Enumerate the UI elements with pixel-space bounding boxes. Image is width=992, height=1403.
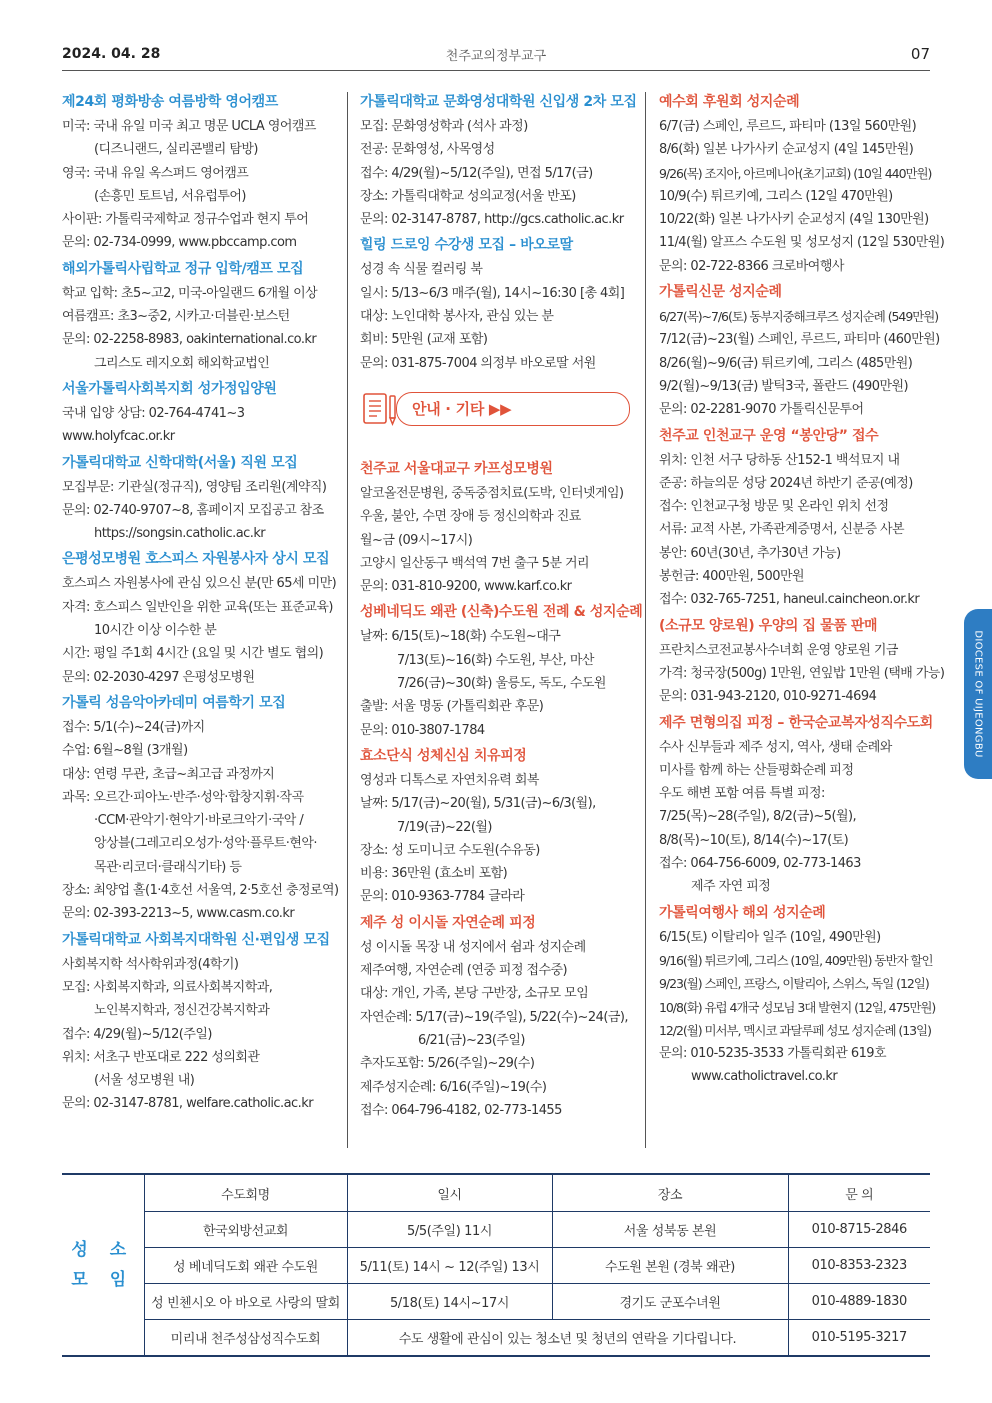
notice-line: 9/26(목) 조지아, 아르메니아(초기교회) (10일 440만원) — [659, 165, 932, 181]
notice-line: 자격: 호스피스 일반인을 위한 교육(또는 표준교육) — [62, 599, 333, 615]
notice-title: (소규모 양로원) 우양의 집 물품 판매 — [659, 617, 878, 634]
notice-title: 해외가톨릭사립학교 정규 입학/캠프 모집 — [62, 260, 304, 277]
info-section-banner — [360, 389, 632, 429]
column-divider — [645, 92, 646, 1148]
notice-line: 문의: 031-810-9200, www.karf.co.kr — [360, 579, 572, 595]
notice-section — [360, 459, 632, 598]
notice-line: 미사를 함께 하는 산들평화순례 피정 — [659, 762, 854, 778]
issue-date: 2024. 04. 28 — [62, 46, 161, 62]
notice-line: 수사 신부들과 제주 성지, 역사, 생태 순례와 — [659, 739, 892, 755]
cell: 성 베네딕도회 왜관 수도원 — [144, 1248, 347, 1284]
notice-line: 8/6(화) 일본 나가사키 순교성지 (4일 145만원) — [659, 142, 914, 158]
notice-line: 회비: 5만원 (교재 포함) — [360, 332, 488, 348]
notice-section — [62, 453, 334, 546]
notice-line: 7/25(목)~28(주일), 8/2(금)~5(월), — [659, 809, 857, 825]
notice-line: 모집: 문화영성학과 (석사 과정) — [360, 119, 528, 134]
notice-line: 접수: 5/1(수)~24(금)까지 — [62, 719, 205, 735]
notice-section — [360, 235, 632, 374]
cell: 010-4889-1830 — [788, 1284, 930, 1320]
notice-section — [360, 746, 632, 909]
cell: 5/11(토) 14시 ~ 12(주일) 13시 — [347, 1248, 552, 1284]
table-row — [62, 1212, 930, 1248]
column-3 — [659, 92, 945, 1093]
notice-line: 8/26(월)~9/6(금) 튀르키예, 그리스 (485만원) — [659, 355, 913, 371]
notice-line: 접수: 032-765-7251, haneul.caincheon.or.kr — [659, 592, 920, 608]
notice-line: 접수: 인천교구청 방문 및 온라인 위치 선정 — [659, 499, 889, 515]
notice-line: 노인복지학과, 정신건강복지학과 — [94, 1003, 270, 1019]
notice-line: 문의: 02-722-8366 크로바여행사 — [659, 258, 844, 274]
notice-title: 힐링 드로잉 수강생 모집 – 바오로딸 — [360, 237, 573, 254]
notice-line: 우울, 불안, 수면 장애 등 정신의학과 진료 — [360, 509, 581, 525]
notepad-pen-icon — [360, 389, 400, 429]
notice-line: 6/21(금)~23(주일) — [418, 1032, 525, 1048]
notice-line: ·CCM·관악기·현악기·바로크악기·국악 / — [94, 813, 304, 829]
notice-line: 출발: 서울 명동 (가톨릭회관 후문) — [360, 699, 544, 715]
group-title-cell — [62, 1174, 144, 1356]
notice-section — [659, 616, 945, 709]
notice-line: 날짜: 5/17(금)~20(월), 5/31(금)~6/3(월), — [360, 796, 596, 812]
notice-title: 은평성모병원 호스피스 자원봉사자 상시 모집 — [62, 551, 330, 568]
notice-line: 문의: 031-875-7004 의정부 바오로딸 서원 — [360, 355, 596, 371]
notice-section — [659, 713, 931, 899]
notice-line: 과목: 오르간·피아노·반주·성악·합창지휘·작곡 — [62, 789, 304, 805]
notice-line: 접수: 4/29(월)~5/12(주일) — [62, 1026, 212, 1042]
notice-line: 문의: 02-740-9707~8, 홈페이지 모집공고 참조 — [62, 502, 324, 518]
notice-line: 프란치스코전교봉사수녀회 운영 양로원 기금 — [659, 642, 898, 658]
notice-title: 성베네딕도 왜관 (신축)수도원 전례 & 성지순례 — [360, 604, 643, 621]
notice-title: 가톨릭여행사 해외 성지순례 — [659, 904, 826, 921]
notice-title: 제24회 평화방송 여름방학 영어캠프 — [62, 94, 278, 110]
notice-line: 모집: 사회복지학과, 의료사회복지학과, — [62, 979, 273, 995]
notice-title: 가톨릭대학교 신학대학(서울) 직원 모집 — [62, 454, 298, 471]
cell: 010-5195-3217 — [788, 1320, 930, 1357]
notice-line: 제주성지순례: 6/16(주일)~19(수) — [360, 1079, 547, 1095]
notice-line: 가격: 청국장(500g) 1만원, 연잎밥 1만원 (택배 가능) — [659, 665, 945, 681]
notice-section — [360, 913, 632, 1122]
notice-line: 10시간 이상 이수한 분 — [94, 623, 217, 639]
col-header: 문 의 — [788, 1174, 930, 1212]
notice-section — [659, 282, 940, 421]
notice-title: 효소단식 성체신심 치유피정 — [360, 747, 527, 764]
cell: 서울 성북동 본원 — [552, 1212, 788, 1248]
notice-line: 자연순례: 5/17(금)~19(주일), 5/22(수)~24(금), — [360, 1009, 628, 1025]
notice-line: 접수: 064-756-6009, 02-773-1463 — [659, 856, 861, 872]
side-tab-label: DIOCESE OF UIJEONGBU — [972, 630, 984, 758]
group-title-bottom: 모 임 — [71, 1270, 135, 1290]
notice-title: 가톨릭 성음악아카데미 여름학기 모집 — [62, 694, 286, 711]
diocese-side-tab — [964, 609, 992, 779]
notice-line: 8/8(목)~10(토), 8/14(수)~17(토) — [659, 832, 849, 848]
notice-line: 문의: 031-943-2120, 010-9271-4694 — [659, 689, 877, 705]
notice-line: 서류: 교적 사본, 가족관계증명서, 신분증 사본 — [659, 522, 905, 538]
col-header: 일시 — [347, 1174, 552, 1212]
notice-title: 제주 면형의집 피정 – 한국순교복자성직수도회 — [659, 714, 933, 731]
vocation-meetings-table — [62, 1173, 930, 1357]
cell: 성 빈첸시오 아 바오로 사랑의 딸회 — [144, 1284, 347, 1320]
table-row — [62, 1320, 930, 1357]
notice-line: 학교 입학: 초5~고2, 미국-아일랜드 6개월 이상 — [62, 285, 318, 301]
notice-line: 대상: 개인, 가족, 본당 구반장, 소규모 모임 — [360, 986, 589, 1002]
notice-line: 앙상블(그레고리오성가·성악·플루트·현악· — [94, 836, 317, 852]
publication-name: 천주교의정부교구 — [445, 49, 547, 64]
notice-line: 위치: 서초구 반포대로 222 성의회관 — [62, 1049, 260, 1065]
notice-line: 접수: 4/29(월)~5/12(주일), 면접 5/17(금) — [360, 165, 593, 181]
notice-line: 10/8(화) 유럽 4개국 성모님 3대 발현지 (12일, 475만원) — [659, 999, 936, 1015]
column-divider — [347, 92, 348, 1148]
notice-section — [659, 92, 945, 278]
notice-line: 7/12(금)~23(월) 스페인, 루르드, 파티마 (460만원) — [659, 332, 940, 348]
notice-line: 월~금 (09시~17시) — [360, 532, 473, 548]
notice-section — [62, 379, 334, 449]
group-title-top: 성 소 — [71, 1240, 135, 1260]
notice-title: 가톨릭대학교 문화영성대학원 신입생 2차 모집 — [360, 94, 637, 110]
page-header — [62, 40, 930, 71]
notice-title: 가톨릭대학교 사회복지대학원 신·편입생 모집 — [62, 931, 330, 948]
notice-line: 미국: 국내 유일 미국 최고 명문 UCLA 영어캠프 — [62, 119, 316, 134]
notice-line: 장소: 가톨릭대학교 성의교정(서울 반포) — [360, 188, 576, 204]
cell: 5/18(토) 14시~17시 — [347, 1284, 552, 1320]
notice-line: 호스피스 자원봉사에 관심 있으신 분(만 65세 미만) — [62, 576, 337, 592]
notice-line: 국내 입양 상담: 02-764-4741~3 — [62, 405, 245, 421]
notice-line: 전공: 문화영성, 사목영성 — [360, 142, 495, 158]
notice-section — [62, 693, 339, 926]
notice-line: 목관·리코더·클래식기타) 등 — [94, 859, 242, 875]
notice-line: 비용: 36만원 (효소비 포함) — [360, 866, 508, 882]
notice-line: 우도 해변 포함 여름 특별 피정: — [659, 786, 825, 802]
notice-section — [62, 930, 334, 1116]
notice-line: 제주 자연 피정 — [691, 879, 771, 895]
notice-line: 시간: 평일 주1회 4시간 (요일 및 시간 별도 협의) — [62, 646, 324, 662]
column-2 — [360, 92, 643, 1126]
notice-line: www.catholictravel.co.kr — [691, 1069, 838, 1085]
notice-line: 봉헌금: 400만원, 500만원 — [659, 569, 804, 585]
notice-line: 영성과 디톡스로 자연치유력 회복 — [360, 772, 539, 788]
notice-line: 9/2(월)~9/13(금) 발틱3국, 폴란드 (490만원) — [659, 378, 909, 394]
notice-line: 대상: 노인대학 봉사자, 관심 있는 분 — [360, 309, 554, 325]
notice-line: 일시: 5/13~6/3 매주(월), 14시~16:30 [총 4회] — [360, 285, 625, 301]
notice-line: 고양시 일산동구 백석역 7번 출구 5분 거리 — [360, 555, 590, 571]
notice-line: 10/9(수) 튀르키예, 그리스 (12일 470만원) — [659, 188, 893, 204]
notice-line: 수업: 6월~8월 (3개월) — [62, 743, 188, 759]
notice-line: 문의: 02-2258-8983, oakinternational.co.kr — [62, 332, 317, 348]
notice-line: 위치: 인천 서구 당하동 산152-1 백석묘지 내 — [659, 452, 900, 468]
cell: 한국외방선교회 — [144, 1212, 347, 1248]
notice-section — [360, 602, 643, 741]
col-header: 수도회명 — [144, 1174, 347, 1212]
notice-line: 모집부문: 기관실(정규직), 영양팀 조리원(계약직) — [62, 479, 327, 495]
notice-line: 준공: 하늘의문 성당 2024년 하반기 준공(예정) — [659, 475, 913, 491]
notice-title: 천주교 서울대교구 카프성모병원 — [360, 460, 553, 477]
notice-line: (디즈니랜드, 실리콘밸리 탐방) — [94, 142, 258, 158]
notice-line: 성 이시돌 목장 내 성지에서 쉼과 성지순례 — [360, 939, 586, 955]
notice-line: 영국: 국내 유일 옥스퍼드 영어캠프 — [62, 165, 249, 181]
notice-line: 12/2(월) 미서부, 멕시코 과달루페 성모 성지순례 (13일) — [659, 1022, 931, 1038]
notice-section — [62, 259, 334, 375]
notice-line: 9/23(월) 스페인, 프랑스, 이탈리아, 스위스, 독일 (12일) — [659, 976, 929, 992]
notice-title: 예수회 후원회 성지순례 — [659, 94, 800, 110]
notice-line: 문의: 02-2030-4297 은평성모병원 — [62, 669, 255, 685]
notice-line: 그리스도 레지오회 해외학교법인 — [94, 355, 270, 371]
notice-title: 천주교 인천교구 운영 “봉안당” 접수 — [659, 427, 879, 444]
notice-line: 문의: 010-9363-7784 글라라 — [360, 889, 525, 905]
notice-line: www.holyfcac.or.kr — [62, 429, 175, 445]
column-1 — [62, 92, 339, 1120]
notice-line: 문의: 010-3807-1784 — [360, 722, 485, 738]
notice-line: 문의: 02-3147-8787, http://gcs.catholic.ac.kr — [360, 212, 624, 228]
notice-line: 문의: 02-3147-8781, welfare.catholic.ac.kr — [62, 1096, 313, 1112]
table-row — [62, 1284, 930, 1320]
notice-line: 성경 속 식물 컬러링 북 — [360, 262, 483, 278]
cell: 5/5(주일) 11시 — [347, 1212, 552, 1248]
notice-line: 문의: 010-5235-3533 가톨릭회관 619호 — [659, 1046, 887, 1062]
info-section-label: 안내 · 기타 ▶▶ — [412, 399, 512, 418]
cell: 010-8353-2323 — [788, 1248, 930, 1284]
notice-line: 대상: 연령 무관, 초급~최고급 과정까지 — [62, 766, 275, 782]
notice-line: 장소: 성 도미니코 수도원(수유동) — [360, 842, 540, 858]
notice-section — [659, 903, 936, 1089]
notice-line: 문의: 02-2281-9070 가톨릭신문투어 — [659, 402, 864, 418]
notice-line: https://songsin.catholic.ac.kr — [94, 526, 266, 542]
notice-line: 접수: 064-796-4182, 02-773-1455 — [360, 1102, 562, 1118]
table-header-row — [62, 1174, 930, 1212]
notice-line: 장소: 최양업 홀(1·4호선 서울역, 2·5호선 충정로역) — [62, 883, 339, 899]
notice-line: 6/7(금) 스페인, 루르드, 파티마 (13일 560만원) — [659, 119, 917, 134]
table-row — [62, 1248, 930, 1284]
notice-title: 제주 성 이시돌 자연순례 피정 — [360, 914, 536, 931]
col-header: 장소 — [552, 1174, 788, 1212]
notice-line: 봉안: 60년(30년, 추가30년 가능) — [659, 545, 841, 561]
cell: 010-8715-2846 — [788, 1212, 930, 1248]
page-number: 07 — [910, 45, 930, 63]
cell-note: 수도 생활에 관심이 있는 청소년 및 청년의 연락을 기다립니다. — [347, 1320, 788, 1357]
notice-section — [360, 92, 637, 231]
notice-line: 추자도포함: 5/26(주일)~29(수) — [360, 1056, 535, 1072]
notice-title: 가톨릭신문 성지순례 — [659, 284, 782, 301]
cell: 미리내 천주성삼성직수도회 — [144, 1320, 347, 1357]
notice-line: 11/4(월) 알프스 수도원 및 성모성지 (12일 530만원) — [659, 235, 945, 251]
notice-line: 6/27(목)~7/6(토) 동부지중해크루즈 성지순례 (549만원) — [659, 309, 939, 325]
notice-line: 9/16(월) 튀르키예, 그리스 (10일, 409만원) 동반자 할인 — [659, 952, 933, 968]
notice-line: 7/26(금)~30(화) 울릉도, 독도, 수도원 — [397, 676, 606, 692]
notice-section — [659, 426, 931, 612]
notice-line: 날짜: 6/15(토)~18(화) 수도원~대구 — [360, 629, 561, 645]
notice-line: 여름캠프: 초3~중2, 시카고·더블린·보스턴 — [62, 309, 290, 325]
notice-line: 사이판: 가톨릭국제학교 정규수업과 현지 투어 — [62, 212, 309, 228]
notice-line: 문의: 02-393-2213~5, www.casm.co.kr — [62, 906, 295, 922]
cell: 경기도 군포수녀원 — [552, 1284, 788, 1320]
notice-line: 제주여행, 자연순례 (연중 피정 접수중) — [360, 963, 568, 979]
notice-line: 7/13(토)~16(화) 수도원, 부산, 마산 — [397, 652, 594, 668]
notice-line: 알코올전문병원, 중독중점치료(도박, 인터넷게임) — [360, 485, 624, 501]
notice-title: 서울가톨릭사회복지회 성가정입양원 — [62, 380, 277, 397]
notice-section — [62, 549, 337, 688]
notice-line: 10/22(화) 일본 나가사키 순교성지 (4일 130만원) — [659, 212, 929, 228]
notice-line: 7/19(금)~22(월) — [397, 819, 492, 835]
notice-line: (서울 성모병원 내) — [94, 1073, 195, 1089]
notice-line: 문의: 02-734-0999, www.pbccamp.com — [62, 235, 297, 251]
notice-line: (손흥민 토트넘, 서유럽투어) — [94, 188, 246, 204]
notice-line: 6/15(토) 이탈리아 일주 (10일, 490만원) — [659, 929, 881, 945]
cell: 수도원 본원 (경북 왜관) — [552, 1248, 788, 1284]
notice-line: 사회복지학 석사학위과정(4학기) — [62, 956, 239, 972]
notice-section — [62, 92, 334, 255]
